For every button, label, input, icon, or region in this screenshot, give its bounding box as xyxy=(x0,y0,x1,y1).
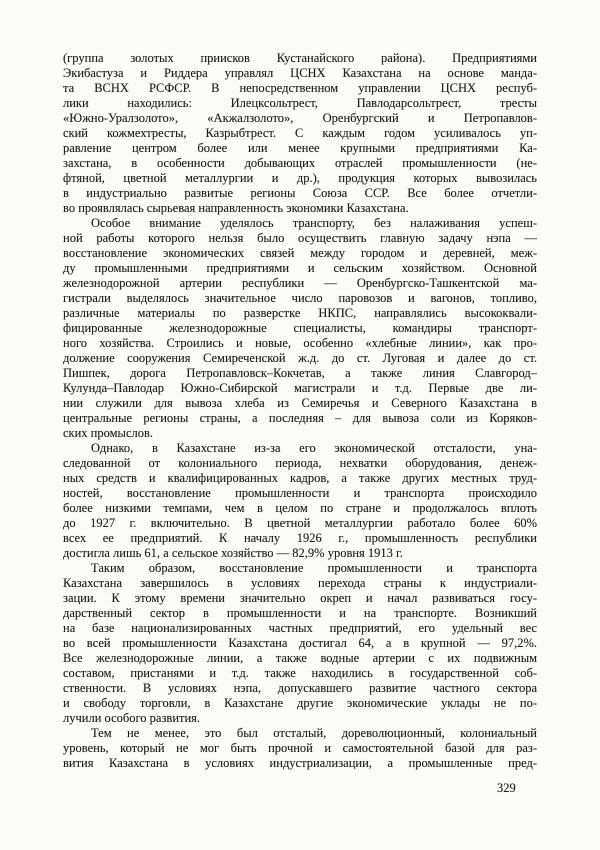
text-line: ностей, восстановление промышленности и транспорта происходило xyxy=(63,486,537,500)
text-line: достигла лишь 61, а сельское хозяйство — 82,9% уровня 1913 г. xyxy=(63,546,403,560)
text-line: в индустриально развитые регионы Союза ССР. Все более отчетли- xyxy=(63,186,537,200)
text-line: Однако, в Казахстане из-за его экономической отсталости, уна- xyxy=(91,441,537,455)
page-text-block xyxy=(63,51,537,771)
text-line: равление центром более или менее крупными предприятиями Ка- xyxy=(63,141,537,155)
text-line: во всей промышленности Казахстана достигал 64, а в крупной — 97,2%. xyxy=(63,636,537,650)
text-line: железнодорожной артерии республики — Оренбургско-Ташкентской ма- xyxy=(63,276,537,290)
text-line: ного хозяйства. Строились и новые, особенно «хлебные линии», как про- xyxy=(63,336,537,350)
text-line: Экибастуза и Риддера управлял ЦСНХ Казахстана на основе манда- xyxy=(63,66,537,80)
text-line: более низкими темпами, чем в целом по стране и продолжалось вплоть xyxy=(63,501,537,515)
text-line: различные материалы по разверстке НКПС, направлялись высококвали- xyxy=(63,306,537,320)
text-line: лики находились: Илецксольтрест, Павлодарсольтрест, тресты xyxy=(63,96,537,110)
text-line: фицированные железнодорожные специалисты, командиры транспорт- xyxy=(63,321,537,335)
text-line: во проявлялась сырьевая направленность экономики Казахстана. xyxy=(63,201,409,215)
text-line: Казахстана завершилось в условиях перехода страны к индустриали- xyxy=(63,576,537,590)
text-line: Пишпек, дорога Петропавловск–Кокчетав, а также линия Славгород– xyxy=(63,366,537,380)
text-line: ских промыслов. xyxy=(63,426,154,440)
text-line: и свободу торговли, в Казахстане другие экономические уклады не по- xyxy=(63,696,537,710)
text-line: до 1927 г. включительно. В цветной металлургии работало более 60% xyxy=(63,516,537,530)
text-line: Особое внимание уделялось транспорту, без налаживания успеш- xyxy=(91,216,537,230)
text-line: составом, пристанями и т.д. также находились в государственной соб- xyxy=(63,666,537,680)
text-line: (группа золотых приисков Кустанайского района). Предприятиями xyxy=(63,51,537,65)
text-line: фтяной, цветной металлургии и др.), продукция которых вывозилась xyxy=(63,171,537,185)
text-line: на базе национализированных частных предприятий, его удельный вес xyxy=(63,621,537,635)
text-line: лучили особого развития. xyxy=(63,711,201,725)
text-line: Таким образом, восстановление промышленности и транспорта xyxy=(91,561,537,575)
text-line: всех ее предприятий. К началу 1926 г., промышленность республики xyxy=(63,531,537,545)
text-line: восстановление экономических связей между городом и деревней, меж- xyxy=(63,246,537,260)
text-line: та ВСНХ РСФСР. В непосредственном управлении ЦСНХ респуб- xyxy=(63,81,537,95)
text-line: Все железнодорожные линии, а также водные артерии с их подвижным xyxy=(63,651,537,665)
text-line: зации. К этому времени значительно окреп и начал развиваться госу- xyxy=(63,591,537,605)
text-line: нии служили для вывоза хлеба из Семиречья и Северного Казахстана в xyxy=(63,396,537,410)
text-line: «Южно-Уралзолото», «Акжалзолото», Оренбургский и Петропавлов- xyxy=(63,111,537,125)
text-line: ду промышленными предприятиями и сельским хозяйством. Основной xyxy=(63,261,537,275)
text-line: Тем не менее, это был отсталый, дореволюционный, колониальный xyxy=(91,726,537,740)
text-line: дарственный сектор в промышленности и на транспорте. Возникший xyxy=(63,606,537,620)
text-line: центральные регионы страны, а последняя – для вывоза соли из Коряков- xyxy=(63,411,537,425)
text-line: ский кожмехтресты, Казрыбтрест. С каждым годом усиливалось уп- xyxy=(63,126,537,140)
text-line: Кулунда–Павлодар Южно-Сибирской магистрали и т.д. Первые две ли- xyxy=(63,381,537,395)
text-line: ных средств и квалифицированных кадров, а также других местных труд- xyxy=(63,471,537,485)
text-line: уровень, который не мог быть прочной и самостоятельной базой для раз- xyxy=(63,741,537,755)
page-number: 329 xyxy=(497,781,516,795)
text-line: гистрали выделялось значительное число паровозов и вагонов, топливо, xyxy=(63,291,537,305)
text-line: захстана, в особенности добывающих отраслей промышленности (не- xyxy=(63,156,537,170)
text-line: ственности. В условиях нэпа, допускавшего развитие частного сектора xyxy=(63,681,537,695)
text-line: следованной от колониального периода, нехватки оборудования, денеж- xyxy=(63,456,537,470)
text-line: должение сооружения Семиреченской ж.д. до ст. Луговая и далее до ст. xyxy=(63,351,537,365)
text-line: вития Казахстана в условиях индустриализации, а промышленные пред- xyxy=(63,756,537,770)
text-line: ной работы которого нельзя было осуществить главную задачу нэпа — xyxy=(63,231,537,245)
